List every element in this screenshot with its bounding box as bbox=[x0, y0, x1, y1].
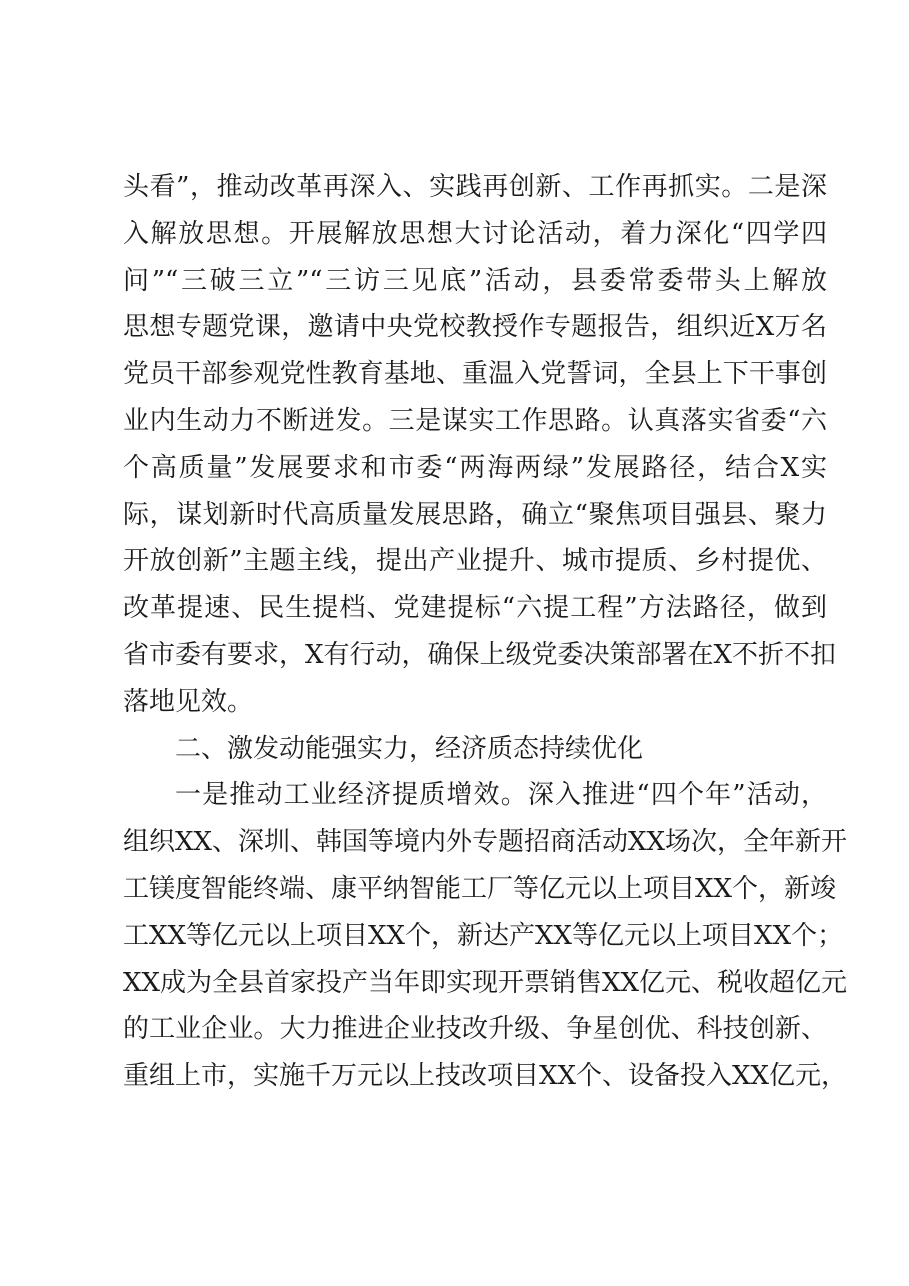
text-line: 问”“三破三立”“三访三见底”活动，县委常委带头上解放 bbox=[123, 265, 827, 296]
text-line: 重组上市，实施千万元以上技改项目XX个、设备投入XX亿元， bbox=[123, 1061, 848, 1092]
text-line: XX成为全县首家投产当年即实现开票销售XX亿元、税收超亿元 bbox=[123, 967, 848, 998]
paragraph-first-line: 一是推动工业经济提质增效。深入推进“四个年”活动， bbox=[175, 780, 827, 811]
body-text bbox=[123, 164, 848, 1100]
text-line: 的工业企业。大力推进企业技改升级、争星创优、科技创新、 bbox=[123, 1014, 827, 1045]
text-line: 个高质量”发展要求和市委“两海两绿”发展路径，结合X实 bbox=[123, 452, 827, 483]
text-line: 组织XX、深圳、韩国等境内外专题招商活动XX场次，全年新开 bbox=[123, 827, 848, 858]
section-heading: 二、激发动能强实力，经济质态持续优化 bbox=[175, 733, 644, 764]
text-line: 开放创新”主题主线，提出产业提升、城市提质、乡村提优、 bbox=[123, 546, 827, 577]
text-line: 工XX等亿元以上项目XX个，新达产XX等亿元以上项目XX个； bbox=[123, 920, 844, 951]
text-line: 思想专题党课，邀请中央党校教授作专题报告，组织近X万名 bbox=[123, 312, 827, 343]
text-line: 工镁度智能终端、康平纳智能工厂等亿元以上项目XX个，新竣 bbox=[123, 873, 837, 904]
text-line: 党员干部参观党性教育基地、重温入党誓词，全县上下干事创 bbox=[123, 359, 827, 390]
text-line: 入解放思想。开展解放思想大讨论活动，着力深化“四学四 bbox=[123, 218, 827, 249]
text-line: 改革提速、民生提档、党建提标“六提工程”方法路径，做到 bbox=[123, 593, 827, 624]
text-line: 落地见效。 bbox=[123, 686, 254, 717]
text-line: 业内生动力不断迸发。三是谋实工作思路。认真落实省委“六 bbox=[123, 405, 827, 436]
text-line: 省市委有要求，X有行动，确保上级党委决策部署在X不折不扣 bbox=[123, 639, 837, 670]
text-line: 际，谋划新时代高质量发展思路，确立“聚焦项目强县、聚力 bbox=[123, 499, 827, 530]
text-line: 头看”，推动改革再深入、实践再创新、工作再抓实。二是深 bbox=[123, 172, 827, 202]
